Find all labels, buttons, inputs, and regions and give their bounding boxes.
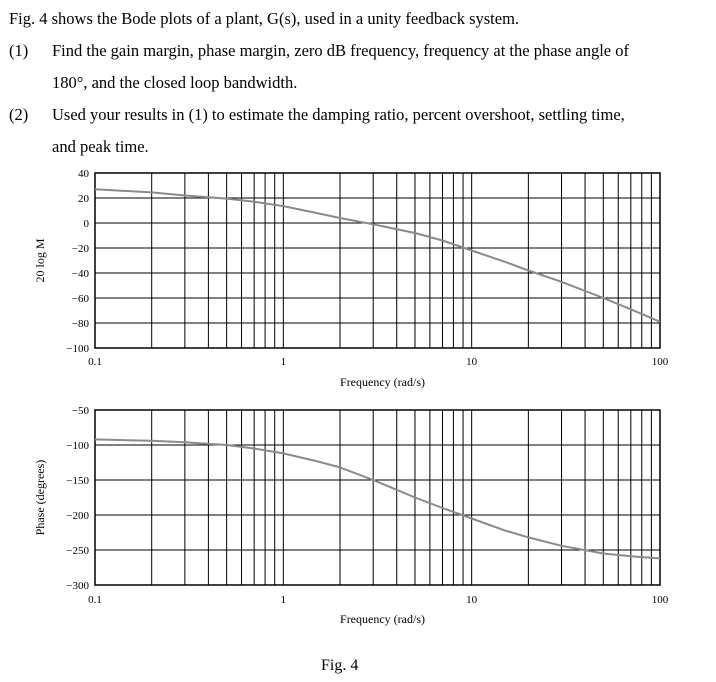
item-2-line-2: and peak time.: [52, 137, 149, 156]
phase-y-tick-label: −50: [71, 405, 89, 417]
phase-curve: [95, 439, 660, 558]
item-2-number: (2): [9, 105, 29, 124]
magnitude-y-tick-label: 0: [83, 218, 89, 230]
magnitude-y-tick-label: −100: [66, 343, 89, 355]
figure-caption: Fig. 4: [321, 657, 359, 674]
magnitude-y-tick-label: −40: [71, 268, 89, 280]
phase-y-tick-label: −300: [66, 580, 89, 592]
phase-x-tick-label: 100: [651, 594, 669, 606]
magnitude-x-axis-label: Frequency (rad/s): [340, 375, 425, 389]
item-2-line-1: Used your results in (1) to estimate the damping ratio, percent overshoot, settling time,: [52, 105, 625, 124]
phase-y-tick-label: −250: [66, 545, 89, 557]
magnitude-curve: [95, 189, 660, 321]
magnitude-x-tick-label: 100: [651, 356, 669, 368]
magnitude-y-tick-label: −80: [71, 318, 89, 330]
magnitude-y-axis-label: 20 log M: [33, 238, 47, 283]
magnitude-y-tick-label: 40: [78, 168, 89, 180]
item-1-line-2: 180°, and the closed loop bandwidth.: [52, 73, 298, 92]
phase-y-tick-label: −100: [66, 440, 89, 452]
phase-y-tick-label: −150: [66, 475, 89, 487]
magnitude-y-tick-label: 20: [78, 193, 89, 205]
magnitude-y-tick-label: −20: [71, 243, 89, 255]
phase-y-axis-label: Phase (degrees): [33, 459, 47, 536]
phase-plot: [33, 405, 669, 626]
phase-frame: [95, 410, 660, 585]
problem-intro: Fig. 4 shows the Bode plots of a plant, G(s), used in a unity feedback system.: [9, 9, 520, 28]
phase-x-tick-label: 1: [280, 594, 287, 606]
item-1-line-1: Find the gain margin, phase margin, zero dB frequency, frequency at the phase angle of: [52, 41, 630, 60]
magnitude-plot: [33, 168, 669, 389]
phase-x-tick-label: 10: [466, 594, 478, 606]
phase-x-tick-label: 0.1: [88, 594, 102, 606]
magnitude-x-tick-label: 10: [466, 356, 478, 368]
magnitude-frame: [95, 173, 660, 348]
magnitude-x-tick-label: 0.1: [88, 356, 102, 368]
magnitude-x-tick-label: 1: [280, 356, 287, 368]
phase-x-axis-label: Frequency (rad/s): [340, 612, 425, 626]
phase-y-tick-label: −200: [66, 510, 89, 522]
magnitude-y-tick-label: −60: [71, 293, 89, 305]
item-1-number: (1): [9, 41, 29, 60]
